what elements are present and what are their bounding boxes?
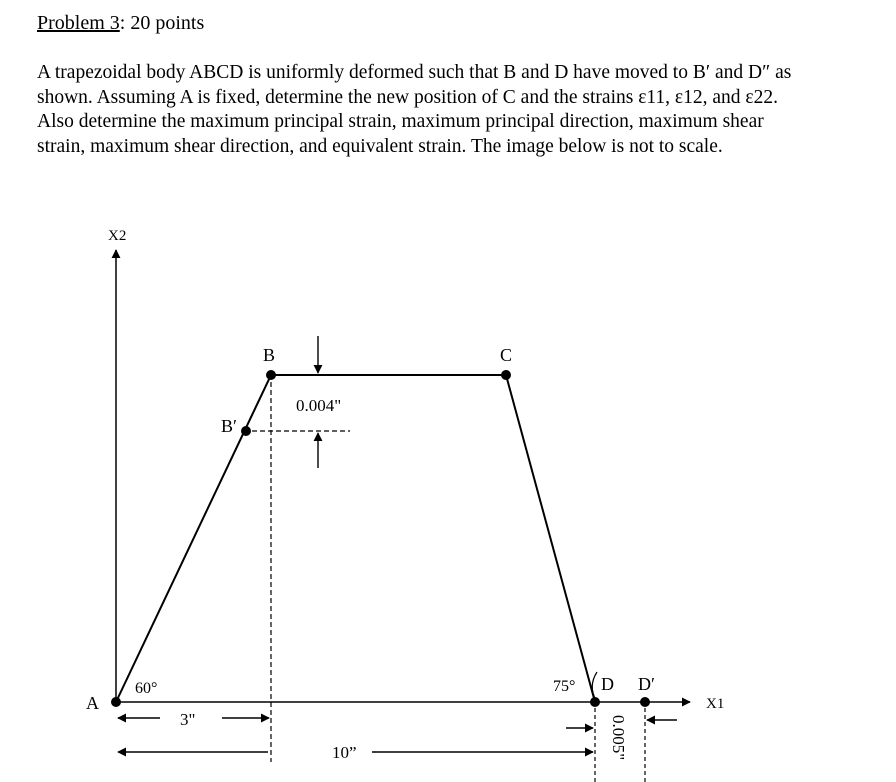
x2-axis-label: X2 bbox=[108, 228, 127, 244]
b-disp-label: 0.004" bbox=[296, 396, 342, 415]
statement-line-3: Also determine the maximum principal strain, maximum principal direction, maximum shear bbox=[37, 111, 764, 132]
angle-d-label: 75° bbox=[553, 678, 576, 695]
statement-line-1: A trapezoidal body ABCD is uniformly deformed such that B and D have moved to B′ and D″ as bbox=[37, 62, 792, 83]
trapezoid-outline bbox=[116, 375, 595, 702]
x1-axis-label: X1 bbox=[706, 696, 725, 712]
point-a-label: A bbox=[86, 693, 99, 713]
dim-10in-label: 10” bbox=[332, 743, 357, 762]
point-c-label: C bbox=[500, 345, 513, 365]
problem-points: : 20 points bbox=[119, 12, 205, 34]
problem-label: Problem 3 bbox=[37, 12, 120, 34]
point-c-marker bbox=[501, 370, 511, 380]
point-b-prime-label: B′ bbox=[221, 416, 237, 436]
point-d-prime-marker bbox=[640, 697, 650, 707]
statement-line-4: strain, maximum shear direction, and equivalent strain. The image below is not to scale. bbox=[37, 135, 723, 157]
point-b-marker bbox=[266, 370, 276, 380]
point-b-label: B bbox=[263, 345, 276, 365]
point-b-prime-marker bbox=[241, 426, 251, 436]
point-d-prime-label: D′ bbox=[638, 674, 655, 694]
dim-3in-label: 3" bbox=[180, 710, 196, 729]
angle-a-label: 60° bbox=[135, 680, 158, 697]
d-disp-label: 0.005" bbox=[609, 715, 628, 761]
statement-line-2: shown. Assuming A is fixed, determine the new position of C and the strains ε11, ε12, and ε22. bbox=[37, 86, 778, 108]
point-d-label: D bbox=[601, 674, 614, 694]
point-a-marker bbox=[111, 697, 121, 707]
